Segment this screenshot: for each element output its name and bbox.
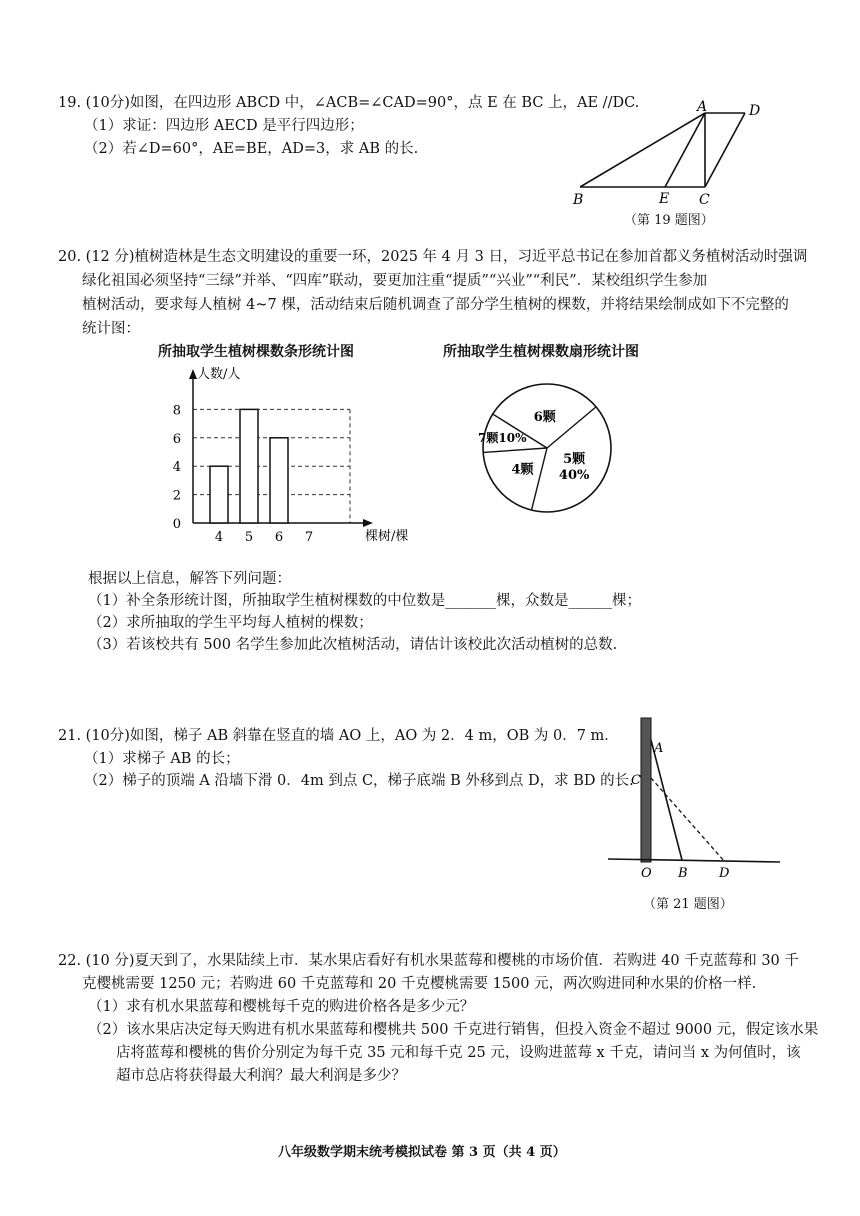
q21-label-a: A (654, 741, 664, 756)
bar-chart-title: 所抽取学生植树棵数条形统计图 (158, 344, 354, 360)
bar-y-tick-label: 0 (172, 517, 181, 532)
bar-y-tick-label: 6 (172, 431, 181, 447)
bar-x-tick-label: 4 (214, 530, 224, 545)
bar-y-arrow (189, 369, 197, 379)
q22-part2-1: （2）该水果店决定每天购进有机水果蓝莓和樱桃共 500 千克进行销售，但投入资金不超过 9000 元，假定该水果 (88, 1022, 819, 1038)
pie-chart (475, 380, 625, 515)
q19-label-d: D (749, 103, 761, 119)
q20-stem-1: 20. (12 分)植树造林是生态文明建设的重要一环，2025 年 4 月 3 日，习近平总书记在参加首都义务植树活动时强调 (58, 249, 808, 265)
q21-label-b: B (678, 866, 688, 881)
bar-chart (160, 365, 430, 545)
pie-chart-title: 所抽取学生植树棵数扇形统计图 (443, 344, 639, 360)
q21-ladder-cd (651, 778, 725, 862)
q21-stem: 21. (10分)如图，梯子 AB 斜靠在竖直的墙 AO 上，AO 为 2．4 m，OB 为 0．7 m． (58, 728, 619, 744)
q19-part2: （2）若∠D=60°，AE=BE，AD=3，求 AB 的长. (84, 141, 419, 157)
q19-part1: （1）求证：四边形 AECD 是平行四边形； (84, 118, 364, 134)
bar-4 (210, 466, 228, 523)
q22-stem-1: 22. (10 分)夏天到了，水果陆续上市．某水果店看好有机水果蓝莓和樱桃的市场价值．若购进 40 千克蓝莓和 30 千 (58, 953, 799, 969)
q21-ground (608, 859, 780, 862)
bar-x-tick-label: 7 (304, 530, 314, 545)
q21-label-o: O (641, 866, 652, 881)
q20-stem-4: 统计图： (82, 321, 140, 337)
q20-stem-3: 植树活动，要求每人植树 4~7 棵，活动结束后随机调查了部分学生植树的棵数，并将结果绘制成如下不完整的 (82, 297, 789, 313)
pie-label-1: 4颗 (511, 462, 534, 478)
q20-part2: （2）求所抽取的学生平均每人植树的棵数； (88, 615, 373, 631)
q20-part3: （3）若该校共有 500 名学生参加此次植树活动，请估计该校此次活动植树的总数. (88, 637, 618, 653)
bar-y-tick-label: 4 (172, 460, 181, 476)
bar-5 (240, 409, 258, 523)
q20-stem-2: 绿化祖国必须坚持“三绿”并举、“四库”联动，要更加注重“提质”“兴业”“利民”．某校组织学生参加 (82, 273, 708, 289)
q19-label-a: A (697, 99, 708, 115)
bar-x-tick-label: 6 (274, 530, 284, 545)
q19-seg-dc (705, 113, 745, 187)
q21-ladder-ab (651, 740, 682, 860)
bar-y-tick-label: 2 (172, 488, 181, 504)
q22-part2-2: 店将蓝莓和樱桃的售价分别定为每千克 35 元和每千克 25 元，设购进蓝莓 x 千克，请问当 x 为何值时，该 (116, 1045, 801, 1061)
q20-part1: （1）补全条形统计图，所抽取学生植树棵数的中位数是_______棵，众数是______棵； (88, 593, 641, 609)
q19-label-b: B (573, 192, 584, 208)
q21-wall (641, 718, 651, 862)
bar-6 (270, 438, 288, 523)
bar-y-label: 人数/人 (197, 367, 241, 382)
pie-label-3: 6颗 (533, 410, 556, 426)
pie-label-0: 5颗 (563, 451, 586, 467)
q21-label-c: C (631, 773, 641, 788)
page-footer: 八年级数学期末统考模拟试卷 第 3 页（共 4 页） (278, 1145, 566, 1160)
q21-caption: （第 21 题图） (643, 897, 733, 912)
q22-part1: （1）求有机水果蓝莓和樱桃每千克的购进价格各是多少元？ (88, 999, 475, 1015)
q19-seg-ba (580, 113, 705, 187)
pie-percent-0: 40% (558, 467, 590, 483)
q20-prompt: 根据以上信息，解答下列问题： (88, 571, 291, 587)
q21-label-d: D (719, 866, 730, 881)
q21-figure (598, 712, 788, 884)
q19-stem: 19. (10分)如图，在四边形 ABCD 中，∠ACB=∠CAD=90°，点 E 在 BC 上，AE //DC. (58, 95, 640, 111)
q19-label-e: E (659, 191, 670, 207)
q19-caption: （第 19 题图） (624, 213, 714, 228)
bar-x-tick-label: 5 (244, 530, 254, 545)
q22-stem-2: 克樱桃需要 1250 元；若购进 60 千克蓝莓和 20 千克樱桃需要 1500 元，两次购进同种水果的价格一样. (82, 976, 757, 992)
q21-part1: （1）求梯子 AB 的长； (84, 751, 240, 767)
q22-part2-3: 超市总店将获得最大利润？最大利润是多少？ (116, 1068, 406, 1084)
q19-label-c: C (699, 192, 710, 208)
bar-x-arrow (363, 519, 373, 527)
bar-y-tick-label: 8 (172, 403, 181, 419)
bar-x-label: 棵树/棵 (365, 529, 409, 544)
pie-label-2: 7颗10% (478, 430, 527, 445)
q19-figure (565, 95, 780, 210)
q21-part2: （2）梯子的顶端 A 沿墙下滑 0．4m 到点 C，梯子底端 B 外移到点 D，求 BD 的长. (84, 773, 634, 789)
